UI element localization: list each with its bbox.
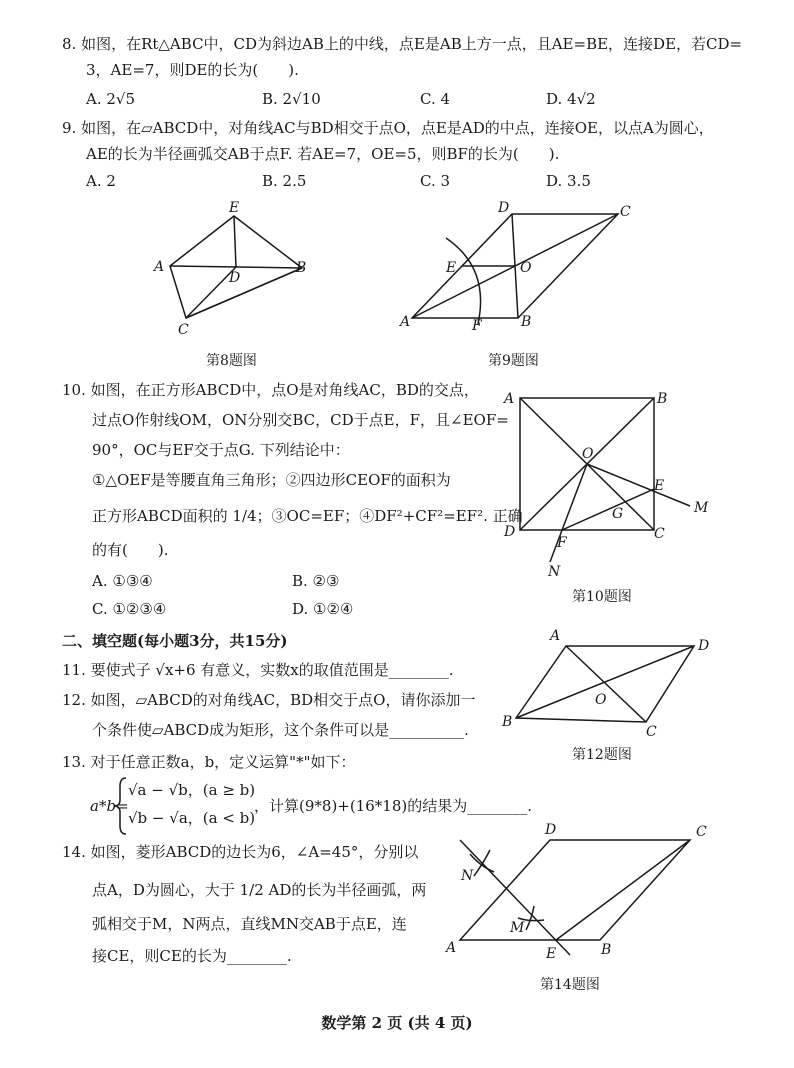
fig10-label-n: N: [548, 564, 561, 580]
q10-line1: 10. 如图，在正方形ABCD中，点O是对角线AC，BD的交点，: [62, 381, 479, 399]
q10-option-b: B. ②③: [292, 572, 340, 590]
fig10-label-b: B: [657, 391, 668, 407]
fig14-ce: [556, 840, 690, 940]
q9-line2: AE的长为半径画弧交AB于点F. 若AE=7，OE=5，则BF的长为( ).: [86, 145, 560, 163]
fig14-caption: 第14题图: [540, 977, 600, 993]
fig9-label-e: E: [446, 260, 457, 276]
fig10-label-g: G: [612, 506, 624, 522]
q10-line5: 正方形ABCD面积的 1/4；③OC=EF；④DF²+CF²=EF². 正确: [92, 507, 523, 525]
fig14-label-n: N: [461, 868, 474, 884]
q12-line1: 12. 如图，▱ABCD的对角线AC，BD相交于点O，请你添加一: [62, 691, 476, 709]
fig12-label-c: C: [646, 724, 657, 740]
fig10-label-f: F: [557, 535, 567, 551]
q8-option-c: C. 4: [420, 90, 451, 108]
fig14-arc-n2: [474, 850, 490, 876]
fig14-label-c: C: [696, 824, 707, 840]
fig10-label-c: C: [654, 526, 665, 542]
fig10-label-a: A: [504, 391, 515, 407]
q10-line4: ①△OEF是等腰直角三角形；②四边形CEOF的面积为: [92, 471, 451, 489]
fig8-label-b: B: [296, 260, 307, 276]
fig10-label-m: M: [694, 500, 709, 516]
fig10-caption: 第10题图: [572, 589, 632, 605]
fig14-label-b: B: [601, 942, 612, 958]
q11-text: 11. 要使式子 √x+6 有意义，实数x的取值范围是________.: [62, 661, 454, 679]
q14-line3: 弧相交于M，N两点，直线MN交AB于点E，连: [92, 915, 407, 933]
q9-option-a: A. 2: [86, 172, 116, 190]
fig9-label-c: C: [620, 204, 631, 220]
fig9-label-d: D: [498, 200, 510, 216]
fig14-label-a: A: [446, 940, 457, 956]
q8-line2: 3，AE=7，则DE的长为( ).: [86, 61, 299, 79]
fig8-caption: 第8题图: [206, 353, 257, 369]
q8-option-d: D. 4√2: [546, 90, 596, 108]
q10-line3: 90°，OC与EF交于点G. 下列结论中：: [92, 441, 350, 459]
fig9-label-f: F: [472, 318, 482, 334]
q13-lhs: a*b=: [90, 797, 129, 815]
fig9-caption: 第9题图: [488, 353, 539, 369]
fig14-label-m: M: [510, 920, 525, 936]
fig12-caption: 第12题图: [572, 747, 632, 763]
fig9-label-a: A: [400, 314, 411, 330]
q14-line4: 接CE，则CE的长为________.: [92, 947, 292, 965]
fig10-label-d: D: [504, 524, 516, 540]
page-footer: 数学第 2 页 (共 4 页): [321, 1014, 473, 1032]
q14-line2: 点A，D为圆心，大于 1/2 AD的长为半径画弧，两: [92, 881, 427, 899]
fig14-label-d: D: [545, 822, 557, 838]
q9-option-d: D. 3.5: [546, 172, 591, 190]
fig10-label-o: O: [582, 446, 594, 462]
fig8-label-c: C: [178, 322, 189, 338]
fig14-label-e: E: [546, 946, 557, 962]
fig9-label-b: B: [521, 314, 532, 330]
q9-line1: 9. 如图，在▱ABCD中，对角线AC与BD相交于点O，点E是AD的中点，连接OE，以点A为圆心，: [62, 119, 714, 137]
q8-line1: 8. 如图，在Rt△ABC中，CD为斜边AB上的中线，点E是AB上方一点，且AE=BE，连接DE，若CD=: [62, 35, 743, 53]
q9-option-b: B. 2.5: [262, 172, 307, 190]
fig12-label-a: A: [550, 628, 561, 644]
fig8-label-e: E: [229, 200, 240, 216]
q13-line1: 13. 对于任意正数a，b，定义运算"*"如下：: [62, 753, 356, 771]
q12-line2: 个条件使▱ABCD成为矩形，这个条件可以是__________.: [92, 721, 469, 739]
q10-line2: 过点O作射线OM，ON分别交BC，CD于点E，F，且∠EOF=: [92, 411, 509, 429]
q13-case2: √b − √a，(a < b): [128, 809, 256, 827]
q14-line1: 14. 如图，菱形ABCD的边长为6，∠A=45°，分别以: [62, 843, 419, 861]
fig10-label-e: E: [654, 478, 665, 494]
fig12-label-b: B: [502, 714, 513, 730]
q8-option-a: A. 2√5: [86, 90, 136, 108]
q13-case1: √a − √b，(a ≥ b): [128, 781, 256, 799]
fig8-label-a: A: [154, 259, 165, 275]
q8-option-b: B. 2√10: [262, 90, 321, 108]
fig12-label-o: O: [595, 692, 607, 708]
fig8-label-d: D: [229, 270, 241, 286]
q13-rhs: ，计算(9*8)+(16*18)的结果为________.: [254, 797, 533, 815]
fig12-label-d: D: [698, 638, 710, 654]
fig9-label-o: O: [520, 260, 532, 276]
q10-line6: 的有( ).: [92, 541, 169, 559]
fig14-mn: [460, 840, 570, 955]
q10-option-d: D. ①②④: [292, 600, 354, 618]
q10-option-a: A. ①③④: [92, 572, 153, 590]
section-fill-in-title: 二、填空题(每小题3分，共15分): [62, 632, 288, 650]
q9-option-c: C. 3: [420, 172, 451, 190]
q10-option-c: C. ①②③④: [92, 600, 167, 618]
